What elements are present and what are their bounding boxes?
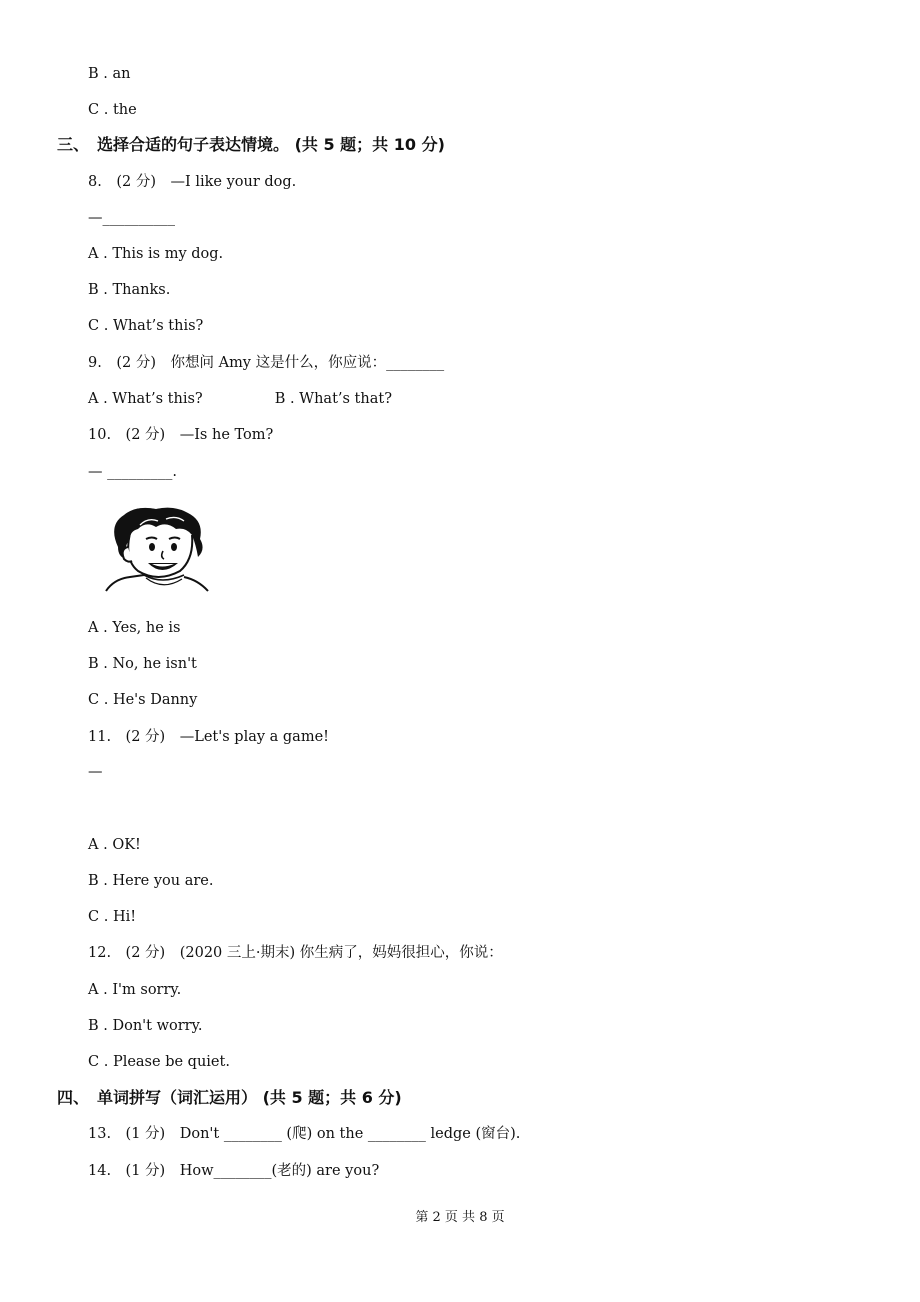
question-9-option-b: B . What’s that? <box>274 391 392 407</box>
boy-face-icon <box>100 505 215 595</box>
question-10-option-a: A . Yes, he is <box>88 620 181 636</box>
section-heading-3: 三、 选择合适的句子表达情境。 (共 5 题；共 10 分) <box>57 135 445 154</box>
question-12-option-a: A . I'm sorry. <box>88 982 182 998</box>
question-9-option-a: A . What’s this? <box>88 391 203 407</box>
question-12-option-c: C . Please be quiet. <box>88 1054 230 1070</box>
question-11-option-c: C . Hi! <box>88 909 137 925</box>
question-11-stem: 11. (2 分) —Let's play a game! <box>88 729 329 745</box>
question-8-option-a: A . This is my dog. <box>88 246 224 262</box>
question-10-stem: 10. (2 分) —Is he Tom? <box>88 427 274 443</box>
question-14-stem: 14. (1 分) How________(老的) are you? <box>88 1163 380 1179</box>
page-footer: 第 2 页 共 8 页 <box>415 1210 505 1225</box>
question-12-option-b: B . Don't worry. <box>88 1018 203 1034</box>
question-8-stem: 8. (2 分) —I like your dog. <box>88 174 297 190</box>
question-11-answer-blank: — <box>88 764 103 780</box>
option-c: C . the <box>88 102 137 118</box>
question-9-options <box>88 389 392 409</box>
question-8-option-b: B . Thanks. <box>88 282 171 298</box>
question-8-option-c: C . What’s this? <box>88 318 204 334</box>
option-b: B . an <box>88 66 131 82</box>
question-10-answer-blank: — _________. <box>88 464 177 480</box>
question-13-stem: 13. (1 分) Don't ________ (爬) on the ________ ledge (窗台). <box>88 1126 521 1142</box>
question-11-option-b: B . Here you are. <box>88 873 214 889</box>
question-10-option-b: B . No, he isn't <box>88 656 197 672</box>
question-8-answer-blank: —__________ <box>88 210 175 226</box>
question-10-option-c: C . He's Danny <box>88 692 198 708</box>
question-9-stem: 9. (2 分) 你想问 Amy 这是什么，你应说：________ <box>88 355 445 371</box>
question-12-stem: 12. (2 分) (2020 三上·期末) 你生病了，妈妈很担心，你说： <box>88 945 503 961</box>
question-11-option-a: A . OK! <box>88 837 141 853</box>
section-heading-4: 四、 单词拼写（词汇运用） (共 5 题；共 6 分) <box>57 1088 402 1107</box>
